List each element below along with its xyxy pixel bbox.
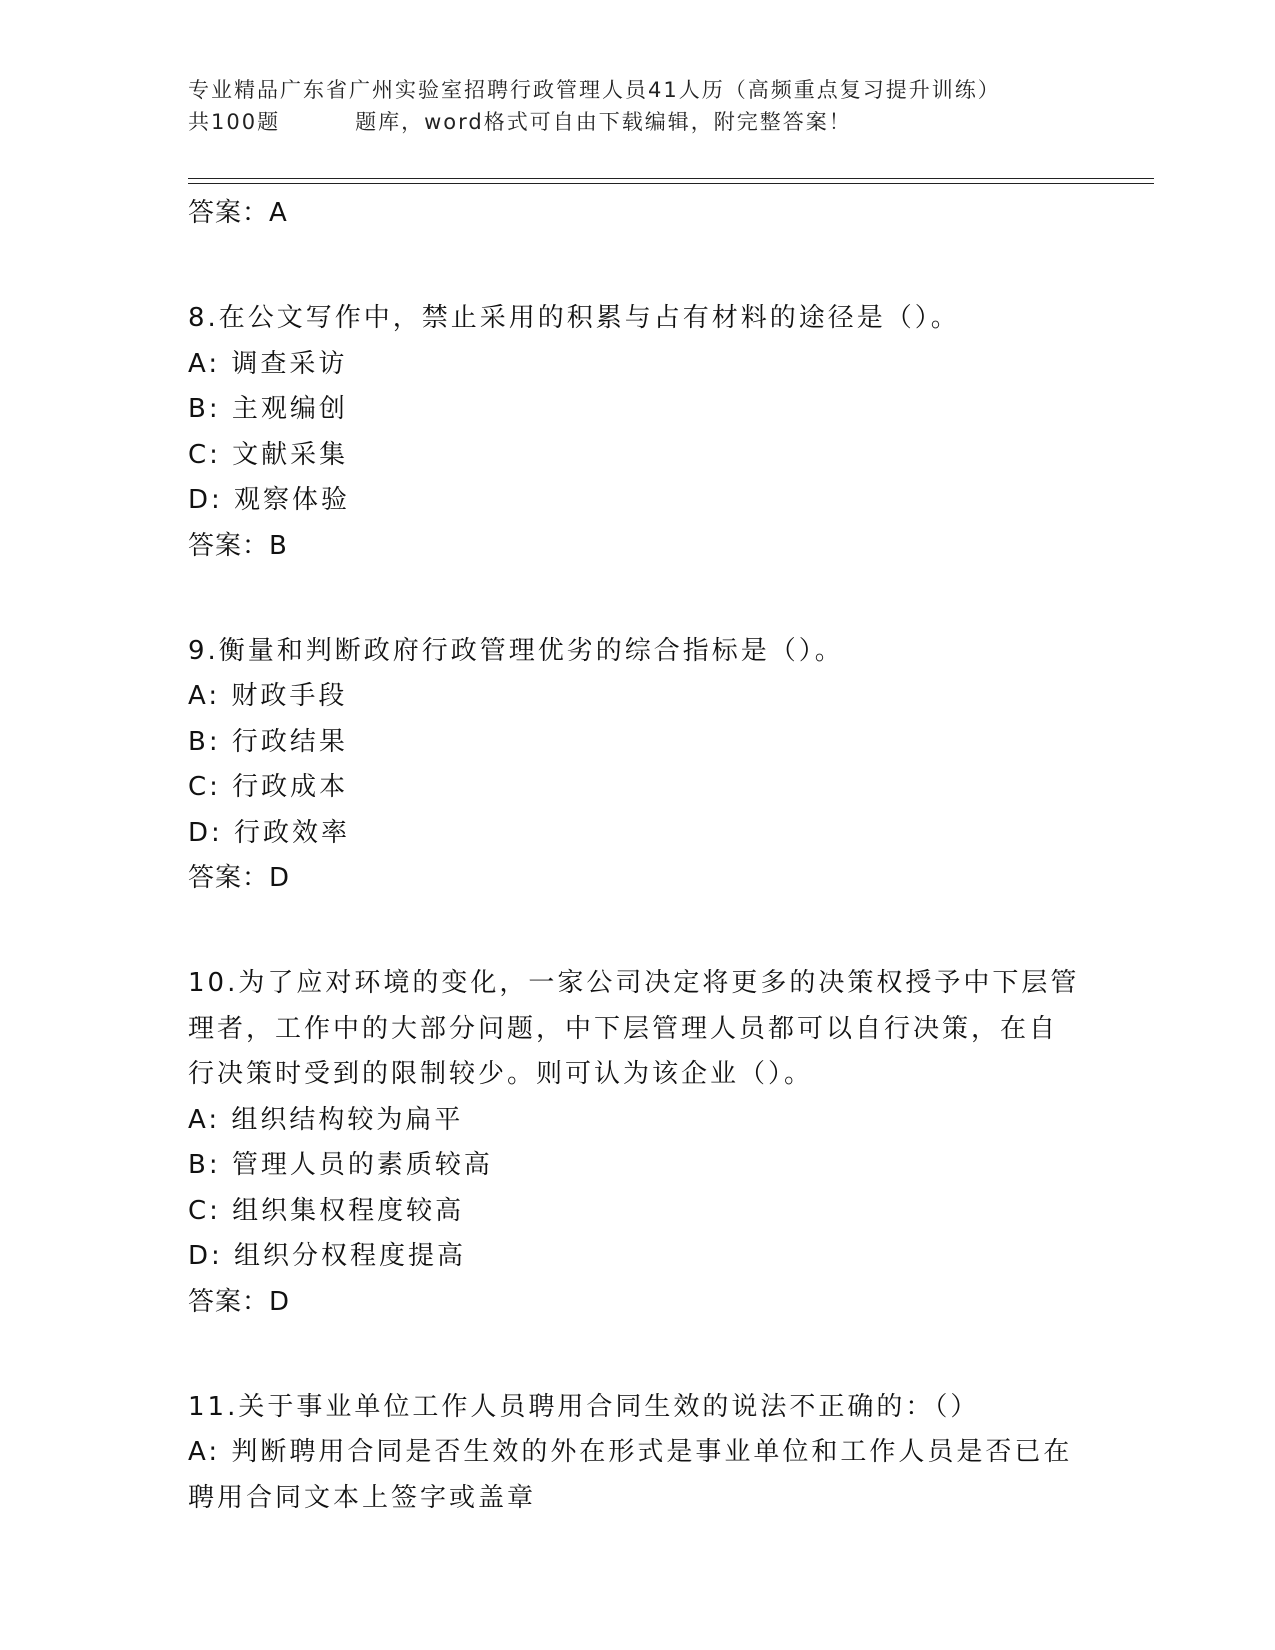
option-c: C: 文献采集 [188,439,349,470]
option-d: D: 观察体验 [188,485,351,515]
header-count: 共100题 [188,110,281,134]
header-rule-top [188,178,1154,179]
header-description: 题库，word格式可自由下载编辑，附完整答案！ [355,110,852,134]
answer-line: 答案：A [188,198,288,228]
question-text: 9.衡量和判断政府行政管理优劣的综合指标是（）。 [188,635,844,666]
question-text-line: 行决策时受到的限制较少。则可认为该企业（）。 [188,1059,814,1089]
question-block [188,961,1088,1325]
question-text-line: 理者，工作中的大部分问题，中下层管理人员都可以自行决策，在自 [188,1013,1059,1044]
question-block [188,296,1088,569]
option-a: A: 财政手段 [188,681,348,711]
answer-line: 答案：D [188,1286,291,1317]
document-header [188,74,1088,138]
answer-line: 答案：D [188,863,291,893]
header-rule-bottom [188,183,1154,184]
question-content [188,191,1088,1521]
question-text: 11.关于事业单位工作人员聘用合同生效的说法不正确的：（） [188,1391,980,1422]
header-title-line: 专业精品广东省广州实验室招聘行政管理人员41人历（高频重点复习提升训练） [188,78,1001,102]
question-block [188,1385,1088,1522]
option-b: B: 主观编创 [188,394,348,424]
option-a-continued: 聘用合同文本上签字或盖章 [188,1482,537,1513]
header-subtitle-line [188,106,1088,138]
option-a: A: 调查采访 [188,348,348,379]
question-block [188,629,1088,902]
answer-line: 答案：B [188,530,288,561]
option-a: A: 判断聘用合同是否生效的外在形式是事业单位和工作人员是否已在 [188,1437,1073,1467]
question-text-line: 10.为了应对环境的变化，一家公司决定将更多的决策权授予中下层管 [188,968,1080,998]
option-a: A: 组织结构较为扁平 [188,1104,464,1135]
option-d: D: 组织分权程度提高 [188,1241,467,1271]
question-text: 8.在公文写作中，禁止采用的积累与占有材料的途径是（）。 [188,303,960,333]
option-d: D: 行政效率 [188,817,351,848]
option-c: C: 行政成本 [188,772,349,802]
option-b: B: 行政结果 [188,726,348,757]
option-b: B: 管理人员的素质较高 [188,1150,493,1180]
option-c: C: 组织集权程度较高 [188,1195,465,1226]
